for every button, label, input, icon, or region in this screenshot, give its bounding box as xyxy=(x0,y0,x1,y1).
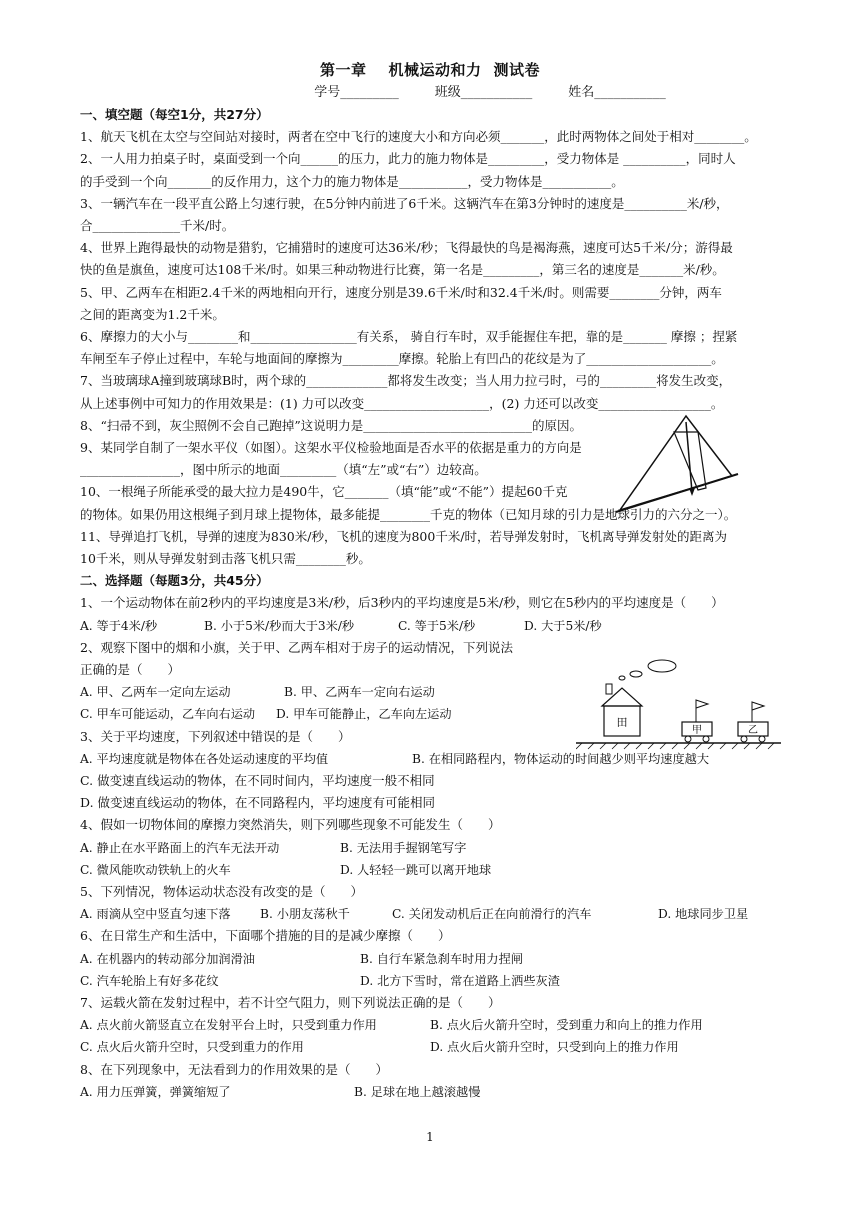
option-c[interactable]: C. 汽车轮胎上有好多花纹 xyxy=(80,973,219,988)
option-b[interactable]: B. 小于5米/秒而大于3米/秒 xyxy=(204,618,355,633)
name-field[interactable]: 姓名___________ xyxy=(568,85,666,100)
text-line: 之间的距离变为1.2千米。 xyxy=(80,306,225,322)
text-line: 10千米，则从导弹发射到击落飞机只需________秒。 xyxy=(80,551,371,567)
triangle-frame xyxy=(620,416,732,510)
option-d[interactable]: D. 点火后火箭升空时，只受到向上的推力作用 xyxy=(430,1040,679,1055)
house-roof xyxy=(602,688,642,706)
title-topic: 机械运动和力 xyxy=(388,61,482,79)
option-row xyxy=(80,1081,780,1103)
plumb-bob xyxy=(689,488,695,496)
option-b[interactable]: B. 无法用手握钢笔写字 xyxy=(340,840,467,855)
text-line: 3、一辆汽车在一段平直公路上匀速行驶，在5分钟内前进了6千米。这辆汽车在第3分钟时的速度是__________米/秒， xyxy=(80,195,729,211)
wheel xyxy=(703,736,709,742)
text-line: 9、某同学自制了一架水平仪（如图）。这架水平仪检验地面是否水平的依据是重力的方向是 xyxy=(80,440,582,456)
option-b[interactable]: B. 甲、乙两车一定向右运动 xyxy=(284,685,435,700)
question-stem: 2、观察下图中的烟和小旗，关于甲、乙两车相对于房子的运动情况，下列说法 xyxy=(80,639,513,655)
text-line: 10、一根绳子所能承受的最大拉力是490牛，它_______（填“能”或“不能”）提起60千克 xyxy=(80,484,568,500)
smoke-cloud-icon xyxy=(648,660,676,672)
title-kind: 测试卷 xyxy=(493,61,541,79)
option-d[interactable]: D. 甲车可能静止，乙车向左运动 xyxy=(276,707,452,722)
option-b[interactable]: B. 小朋友荡秋千 xyxy=(260,907,350,922)
wheel xyxy=(685,736,691,742)
option-a[interactable]: A. 等于4米/秒 xyxy=(80,618,158,633)
option-c[interactable]: C. 等于5米/秒 xyxy=(398,618,476,633)
text-line: ________________，图中所示的地面_________（填“左”或“右”）边较高。 xyxy=(80,462,487,478)
option-c[interactable]: C. 关闭发动机后正在向前滑行的汽车 xyxy=(392,907,592,922)
page-title xyxy=(80,58,780,82)
option-d[interactable]: D. 人轻轻一跳可以离开地球 xyxy=(340,862,492,877)
level-instrument-figure xyxy=(612,412,742,522)
flag-icon xyxy=(752,702,764,710)
option-row xyxy=(80,970,780,992)
option-row xyxy=(80,1036,780,1058)
house-label: 田 xyxy=(616,716,628,729)
smoke-puff-icon xyxy=(619,676,625,680)
chimney xyxy=(606,684,612,694)
choice-section-heading: 二、选择题（每题3分，共45分） xyxy=(80,573,269,589)
question-stem: 6、在日常生产和生活中，下面哪个措施的目的是减少摩擦（ ） xyxy=(80,928,451,944)
option-d[interactable]: D. 北方下雪时，常在道路上洒些灰渣 xyxy=(360,973,560,988)
option-c[interactable]: C. 做变速直线运动的物体，在不同时间内，平均速度一般不相同 xyxy=(80,773,435,789)
option-row xyxy=(80,903,780,925)
fill-section-heading: 一、填空题（每空1分，共27分） xyxy=(80,107,269,122)
text-line: 从上述事例中可知力的作用效果是：(1) 力可以改变____________________，(2) 力还可以改变__________________。 xyxy=(80,395,724,411)
question-stem: 4、假如一切物体间的摩擦力突然消失，则下列哪些现象不可能发生（ ） xyxy=(80,817,501,833)
option-d[interactable]: D. 大于5米/秒 xyxy=(524,618,602,633)
question-stem: 8、在下列现象中，无法看到力的作用效果的是（ ） xyxy=(80,1061,388,1077)
student-id-field[interactable]: 学号_________ xyxy=(314,85,399,100)
title-chapter: 第一章 xyxy=(319,61,367,79)
question-stem: 正确的是（ ） xyxy=(80,662,181,678)
wheel xyxy=(759,736,765,742)
option-a[interactable]: A. 平均速度就是物体在各处运动速度的平均值 xyxy=(80,751,329,766)
option-d[interactable]: D. 地球同步卫星 xyxy=(658,907,749,922)
exam-page xyxy=(80,58,780,1103)
flag-icon xyxy=(696,700,708,708)
text-line: 合______________千米/时。 xyxy=(80,218,235,234)
option-a[interactable]: A. 甲、乙两车一定向左运动 xyxy=(80,685,231,700)
option-a[interactable]: A. 在机器内的转动部分加润滑油 xyxy=(80,951,255,966)
car-yi-label: 乙 xyxy=(748,725,758,736)
option-a[interactable]: A. 点火前火箭竖直立在发射平台上时，只受到重力作用 xyxy=(80,1018,377,1033)
option-b[interactable]: B. 点火后火箭升空时，受到重力和向上的推力作用 xyxy=(430,1018,703,1033)
question-stem: 1、一个运动物体在前2秒内的平均速度是3米/秒，后3秒内的平均速度是5米/秒，则它在5秒内的平均速度是（ ） xyxy=(80,595,724,611)
text-line: 车闸至车子停止过程中，车轮与地面间的摩擦为_________摩擦。轮胎上有凹凸的花纹是为了____________________。 xyxy=(80,351,724,367)
option-c[interactable]: C. 微风能吹动铁轨上的火车 xyxy=(80,862,231,877)
text-line: 的物体。如果仍用这根绳子到月球上提物体，最多能提________千克的物体（已知月球的引力是地球引力的六分之一）。 xyxy=(80,506,737,522)
option-b[interactable]: B. 在相同路程内，物体运动的时间越少则平均速度越大 xyxy=(412,751,710,766)
text-line: 7、当玻璃球A撞到玻璃球B时，两个球的_____________都将发生改变；当人用力拉弓时，弓的_________将发生改变， xyxy=(80,373,732,389)
option-d[interactable]: D. 做变速直线运动的物体，在不同路程内，平均速度有可能相同 xyxy=(80,795,436,811)
option-a[interactable]: A. 静止在水平路面上的汽车无法开动 xyxy=(80,840,280,855)
text-line: 8、“扫帚不到，灰尘照例不会自己跑掉”这说明力是___________________________的原因。 xyxy=(80,417,582,433)
question-stem: 7、运载火箭在发射过程中，若不计空气阻力，则下列说法正确的是（ ） xyxy=(80,994,501,1010)
class-field[interactable]: 班级___________ xyxy=(434,85,533,100)
option-row xyxy=(80,948,780,970)
page-number: 1 xyxy=(426,1130,434,1144)
student-info xyxy=(200,82,780,104)
option-c[interactable]: C. 点火后火箭升空时，只受到重力的作用 xyxy=(80,1040,304,1055)
text-line: 1、航天飞机在太空与空间站对接时，两者在空中飞行的速度大小和方向必须_______，此时两物体之间处于相对________。 xyxy=(80,129,757,145)
option-row xyxy=(80,1014,780,1036)
question-stem: 5、下列情况，物体运动状态没有改变的是（ ） xyxy=(80,884,363,900)
option-b[interactable]: B. 足球在地上越滚越慢 xyxy=(354,1084,481,1099)
text-line: 4、世界上跑得最快的动物是猎豹，它捕猎时的速度可达36米/秒；飞得最快的鸟是褐海燕，速度可达5千米/分；游得最 xyxy=(80,240,733,256)
house-cars-figure xyxy=(576,650,786,760)
text-line: 的手受到一个向_______的反作用力，这个力的施力物体是___________，受力物体是___________。 xyxy=(80,173,624,189)
text-line: 快的鱼是旗鱼，速度可达108千米/时。如果三种动物进行比赛，第一名是_________，第三名的速度是_______米/秒。 xyxy=(80,262,725,278)
wheel xyxy=(741,736,747,742)
question-stem: 3、关于平均速度，下列叙述中错误的是（ ） xyxy=(80,728,351,744)
option-row xyxy=(80,837,780,859)
option-a[interactable]: A. 用力压弹簧，弹簧缩短了 xyxy=(80,1084,231,1099)
text-line: 5、甲、乙两车在相距2.4千米的两地相向开行，速度分别是39.6千米/时和32.4千米/时。则需要________分钟，两车 xyxy=(80,284,722,300)
option-a[interactable]: A. 雨滴从空中竖直匀速下落 xyxy=(80,907,231,922)
text-line: 11、导弹追打飞机，导弹的速度为830米/秒，飞机的速度为800千米/时，若导弹发射时，飞机离导弹发射处的距离为 xyxy=(80,528,728,544)
option-c[interactable]: C. 甲车可能运动，乙车向右运动 xyxy=(80,707,256,722)
option-row xyxy=(80,859,780,881)
ground-hatch xyxy=(576,743,774,749)
option-b[interactable]: B. 自行车紧急刹车时用力捏闸 xyxy=(360,951,523,966)
text-line: 6、摩擦力的大小与________和_________________有关系， 骑自行车时，双手能握住车把，靠的是_______ 摩擦 ；捏紧 xyxy=(80,329,738,345)
text-line: 2、一人用力拍桌子时，桌面受到一个向______的压力，此力的施力物体是_________，受力物体是 __________，同时人 xyxy=(80,151,736,167)
car-jia-label: 甲 xyxy=(692,725,702,736)
option-row xyxy=(80,615,780,637)
smoke-puff-icon xyxy=(630,671,642,677)
